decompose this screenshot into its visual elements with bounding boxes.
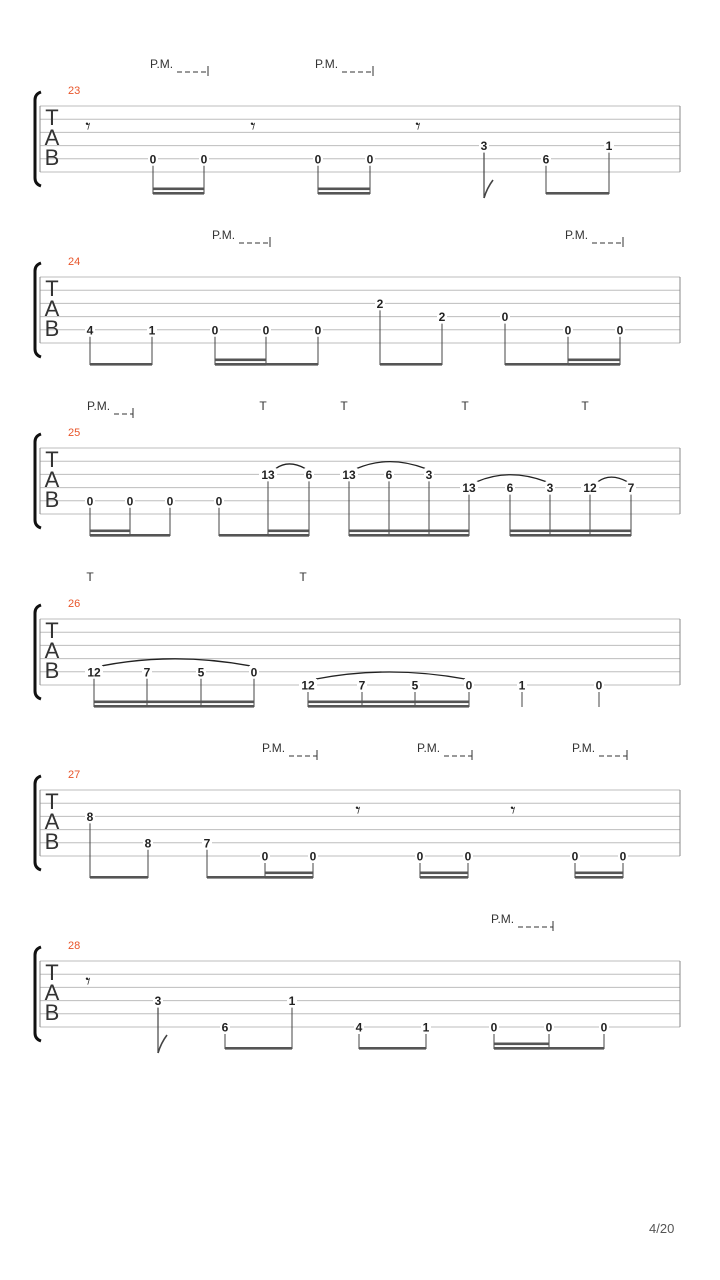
tab-system-23 xyxy=(35,57,680,198)
tab-note xyxy=(505,481,515,495)
note-beam xyxy=(546,192,609,195)
fret-number: 2 xyxy=(376,296,384,311)
note-beam xyxy=(265,872,313,875)
fret-number: 6 xyxy=(506,481,514,496)
tab-note xyxy=(594,679,604,693)
tap-marking: T xyxy=(581,399,589,413)
note-beam xyxy=(420,876,468,879)
fret-number: 0 xyxy=(262,323,270,338)
tab-clef-t: T xyxy=(45,789,59,814)
fret-number: 3 xyxy=(154,994,162,1009)
note-beam xyxy=(268,530,309,533)
note-beam xyxy=(215,359,266,362)
palm-mute-label: P.M. xyxy=(491,912,515,926)
tab-clef-t: T xyxy=(45,447,59,472)
measure-number: 27 xyxy=(68,769,81,781)
tab-note xyxy=(570,850,580,864)
tab-note xyxy=(259,468,277,482)
tab-note xyxy=(153,994,163,1008)
fret-number: 0 xyxy=(86,494,94,509)
fret-number: 8 xyxy=(144,836,152,851)
fret-number: 0 xyxy=(126,494,134,509)
fret-number: 13 xyxy=(261,467,275,482)
tab-note xyxy=(517,679,527,693)
eighth-rest-icon: 𝄾 xyxy=(250,116,256,138)
fret-number: 13 xyxy=(342,467,356,482)
tab-system-27 xyxy=(35,741,680,879)
palm-mute-marking xyxy=(417,741,472,760)
tab-clef-a: A xyxy=(44,125,60,150)
fret-number: 7 xyxy=(143,665,151,680)
slur-arc xyxy=(102,659,250,666)
fret-number: 7 xyxy=(627,481,635,496)
tab-clef-b: B xyxy=(44,1000,60,1025)
tab-note xyxy=(421,1021,431,1035)
note-beam xyxy=(215,363,266,366)
note-beam xyxy=(510,530,631,533)
palm-mute-marking xyxy=(150,57,208,76)
fret-number: 13 xyxy=(462,481,476,496)
fret-number: 0 xyxy=(149,152,157,167)
fret-number: 0 xyxy=(250,665,258,680)
fret-number: 1 xyxy=(288,994,296,1009)
slur-arc xyxy=(316,672,465,679)
tab-note xyxy=(220,1021,230,1035)
palm-mute-label: P.M. xyxy=(212,228,236,242)
tab-note xyxy=(599,1021,609,1035)
note-beam xyxy=(510,534,631,537)
palm-mute-label: P.M. xyxy=(315,57,339,71)
tab-note xyxy=(313,323,323,337)
tab-note xyxy=(143,836,153,850)
fret-number: 1 xyxy=(422,1020,430,1035)
tab-note xyxy=(261,323,271,337)
fret-number: 3 xyxy=(425,467,433,482)
tab-note xyxy=(375,297,385,311)
tab-note xyxy=(384,468,394,482)
palm-mute-marking xyxy=(212,228,270,247)
fret-number: 4 xyxy=(355,1020,363,1035)
tab-note xyxy=(202,836,212,850)
fret-number: 1 xyxy=(518,678,526,693)
eighth-rest-icon: 𝄾 xyxy=(355,800,361,822)
tab-note xyxy=(304,468,314,482)
fret-number: 0 xyxy=(166,494,174,509)
note-beam xyxy=(420,872,468,875)
note-beam xyxy=(318,192,370,195)
fret-number: 0 xyxy=(211,323,219,338)
tab-note xyxy=(196,665,206,679)
tab-note xyxy=(214,494,224,508)
note-beam xyxy=(494,1043,549,1046)
eighth-flag-icon xyxy=(158,1035,167,1053)
note-beam xyxy=(568,359,620,362)
tap-marking: T xyxy=(340,399,348,413)
tab-note xyxy=(125,494,135,508)
note-beam xyxy=(308,705,469,708)
tab-system-24 xyxy=(35,228,680,366)
fret-number: 6 xyxy=(305,467,313,482)
tab-note xyxy=(626,481,636,495)
tab-note xyxy=(500,310,510,324)
note-beam xyxy=(575,876,623,879)
tab-note xyxy=(460,481,478,495)
tab-note xyxy=(545,481,555,495)
fret-number: 0 xyxy=(571,849,579,864)
fret-number: 12 xyxy=(87,665,101,680)
tab-note xyxy=(415,850,425,864)
palm-mute-label: P.M. xyxy=(565,228,589,242)
slur-arc xyxy=(276,464,305,468)
tab-note xyxy=(604,139,614,153)
fret-number: 0 xyxy=(465,678,473,693)
tab-note xyxy=(354,1021,364,1035)
eighth-rest-icon: 𝄾 xyxy=(415,116,421,138)
fret-number: 8 xyxy=(86,809,94,824)
tab-clef-t: T xyxy=(45,105,59,130)
tab-note xyxy=(563,323,573,337)
fret-number: 0 xyxy=(366,152,374,167)
tab-note xyxy=(85,494,95,508)
note-beam xyxy=(153,188,204,191)
tab-note xyxy=(541,152,551,166)
tab-clef-t: T xyxy=(45,276,59,301)
palm-mute-marking xyxy=(491,912,553,931)
tab-note xyxy=(313,152,323,166)
note-beam xyxy=(94,701,254,704)
note-beam xyxy=(380,363,442,366)
tab-clef-t: T xyxy=(45,618,59,643)
fret-number: 6 xyxy=(542,152,550,167)
fret-number: 0 xyxy=(545,1020,553,1035)
tab-clef-a: A xyxy=(44,638,60,663)
palm-mute-marking xyxy=(262,741,317,760)
palm-mute-marking xyxy=(565,228,623,247)
tab-clef-a: A xyxy=(44,809,60,834)
tab-note xyxy=(357,679,367,693)
eighth-flag-icon xyxy=(484,180,493,198)
page-number: 4/20 xyxy=(649,1221,675,1236)
palm-mute-marking xyxy=(315,57,373,76)
note-beam xyxy=(359,1047,426,1050)
fret-number: 0 xyxy=(595,678,603,693)
tab-note xyxy=(463,850,473,864)
tab-clef-b: B xyxy=(44,829,60,854)
fret-number: 12 xyxy=(301,678,315,693)
tab-clef-b: B xyxy=(44,487,60,512)
tab-note xyxy=(85,810,95,824)
palm-mute-label: P.M. xyxy=(417,741,441,755)
measure-number: 26 xyxy=(68,598,81,610)
note-beam xyxy=(265,876,313,879)
tab-note xyxy=(249,665,259,679)
fret-number: 3 xyxy=(546,481,554,496)
note-beam xyxy=(268,534,309,537)
tab-note xyxy=(308,850,318,864)
note-beam xyxy=(153,192,204,195)
fret-number: 0 xyxy=(314,323,322,338)
palm-mute-label: P.M. xyxy=(87,399,111,413)
fret-number: 0 xyxy=(616,323,624,338)
tap-marking: T xyxy=(461,399,469,413)
fret-number: 7 xyxy=(358,678,366,693)
fret-number: 0 xyxy=(314,152,322,167)
fret-number: 0 xyxy=(501,310,509,325)
tab-clef-t: T xyxy=(45,960,59,985)
tab-note xyxy=(424,468,434,482)
note-beam xyxy=(568,363,620,366)
tab-note xyxy=(299,679,317,693)
tab-note xyxy=(142,665,152,679)
fret-number: 7 xyxy=(203,836,211,851)
tab-note xyxy=(581,481,599,495)
measure-number: 23 xyxy=(68,85,81,97)
fret-number: 0 xyxy=(215,494,223,509)
tab-note xyxy=(544,1021,554,1035)
tab-system-25 xyxy=(35,399,680,537)
measure-number: 28 xyxy=(68,940,81,952)
tab-note xyxy=(489,1021,499,1035)
note-beam xyxy=(349,530,469,533)
note-beam xyxy=(90,530,130,533)
tab-note xyxy=(615,323,625,337)
eighth-rest-icon: 𝄾 xyxy=(510,800,516,822)
tab-note xyxy=(260,850,270,864)
tab-note xyxy=(148,152,158,166)
fret-number: 0 xyxy=(600,1020,608,1035)
fret-number: 5 xyxy=(197,665,205,680)
tap-marking: T xyxy=(259,399,267,413)
note-beam xyxy=(225,1047,292,1050)
tab-note xyxy=(85,665,103,679)
fret-number: 0 xyxy=(416,849,424,864)
palm-mute-label: P.M. xyxy=(262,741,286,755)
tab-note xyxy=(437,310,447,324)
tab-system-28 xyxy=(35,912,680,1053)
palm-mute-label: P.M. xyxy=(150,57,174,71)
note-beam xyxy=(575,872,623,875)
note-beam xyxy=(318,188,370,191)
palm-mute-label: P.M. xyxy=(572,741,596,755)
fret-number: 6 xyxy=(385,467,393,482)
tab-note xyxy=(210,323,220,337)
fret-number: 6 xyxy=(221,1020,229,1035)
note-beam xyxy=(90,534,130,537)
tab-note xyxy=(365,152,375,166)
tap-marking: T xyxy=(299,570,307,584)
measure-number: 25 xyxy=(68,427,81,439)
fret-number: 0 xyxy=(309,849,317,864)
tab-note xyxy=(147,323,157,337)
tab-note xyxy=(618,850,628,864)
fret-number: 0 xyxy=(464,849,472,864)
note-beam xyxy=(494,1047,549,1050)
fret-number: 3 xyxy=(480,139,488,154)
tab-clef-a: A xyxy=(44,980,60,1005)
measure-number: 24 xyxy=(68,256,81,268)
note-beam xyxy=(308,701,469,704)
fret-number: 4 xyxy=(86,323,94,338)
tab-note xyxy=(464,679,474,693)
tab-system-26 xyxy=(35,570,680,708)
tab-note xyxy=(340,468,358,482)
eighth-rest-icon: 𝄾 xyxy=(85,116,91,138)
tab-note xyxy=(479,139,489,153)
fret-number: 0 xyxy=(619,849,627,864)
tab-clef-b: B xyxy=(44,145,60,170)
fret-number: 12 xyxy=(583,481,597,496)
note-beam xyxy=(90,363,152,366)
note-beam xyxy=(349,534,469,537)
tab-clef-b: B xyxy=(44,658,60,683)
palm-mute-marking xyxy=(572,741,627,760)
tab-note xyxy=(199,152,209,166)
eighth-rest-icon: 𝄾 xyxy=(85,971,91,993)
tab-note xyxy=(85,323,95,337)
tab-note xyxy=(287,994,297,1008)
slur-arc xyxy=(598,477,627,481)
fret-number: 0 xyxy=(490,1020,498,1035)
tab-clef-a: A xyxy=(44,296,60,321)
tab-note xyxy=(410,679,420,693)
palm-mute-marking xyxy=(87,399,133,418)
fret-number: 1 xyxy=(605,139,613,154)
fret-number: 5 xyxy=(411,678,419,693)
fret-number: 2 xyxy=(438,310,446,325)
note-beam xyxy=(94,705,254,708)
tab-note xyxy=(165,494,175,508)
fret-number: 0 xyxy=(261,849,269,864)
tap-marking: T xyxy=(86,570,94,584)
fret-number: 0 xyxy=(564,323,572,338)
tab-clef-b: B xyxy=(44,316,60,341)
tab-clef-a: A xyxy=(44,467,60,492)
fret-number: 1 xyxy=(148,323,156,338)
note-beam xyxy=(90,876,148,879)
fret-number: 0 xyxy=(200,152,208,167)
